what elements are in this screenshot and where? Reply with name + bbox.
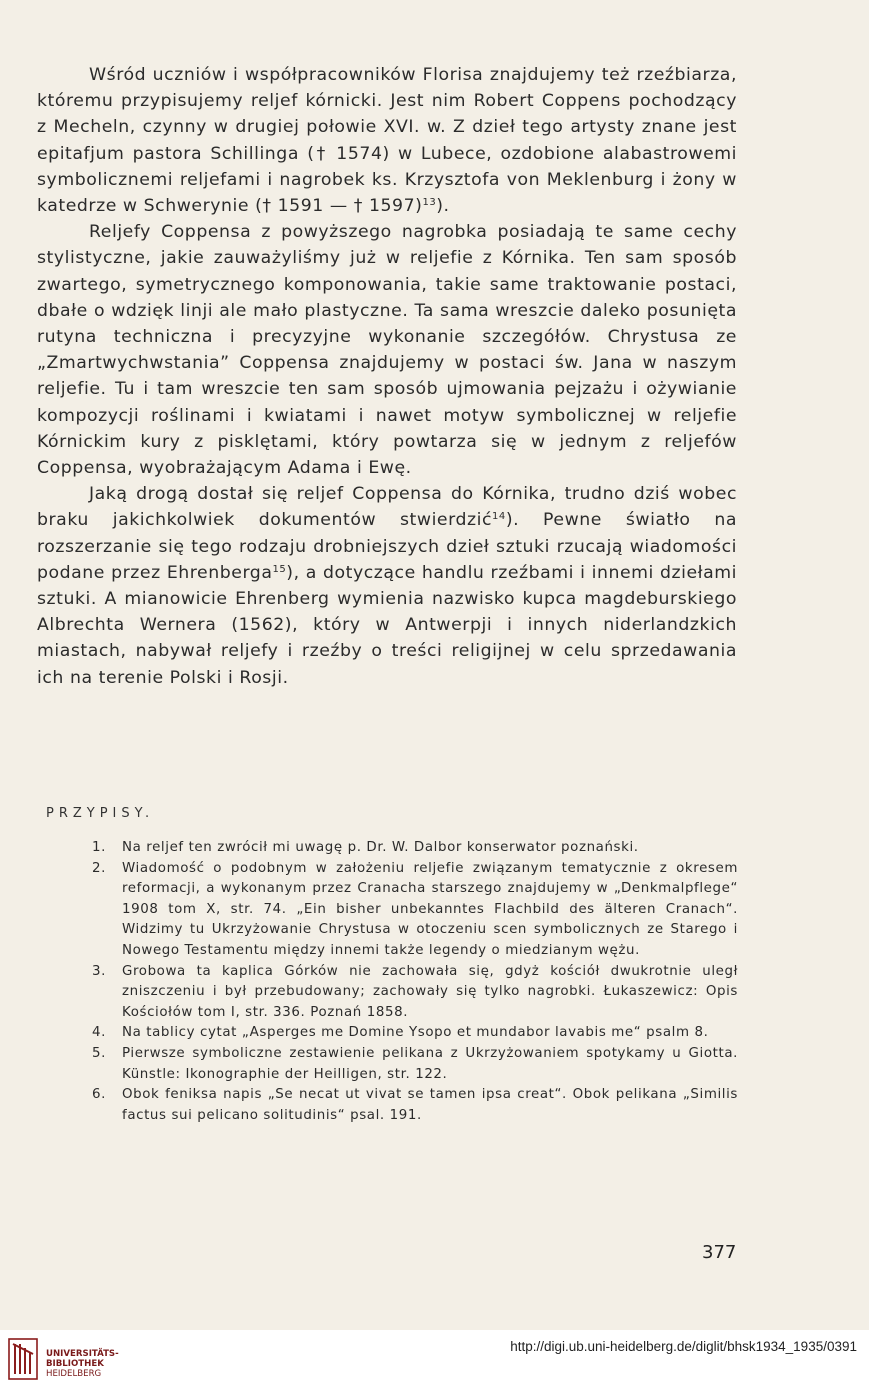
footnote-text: Obok feniksa napis „Se necat ut vivat se tamen ipsa creat“. Obok pelikana „Similis factus sui pelicano solitudinis“ psal. 191. <box>122 1087 738 1123</box>
page-number: 377 <box>702 1242 737 1263</box>
footnote-item <box>92 1085 738 1126</box>
footnote-text: Wiadomość o podobnym w założeniu reljefie związanym tematycznie z okresem reformacji, a wykonanym przez Cranacha starszego znajdujemy w „Denkmalpflege“ 1908 tom X, str. 74. „Ein bisher unbekanntes Flachbild des älteren Cranach“. Widzimy tu Ukrzyżowanie Chrystusa w otoczeniu scen symbolicznych ze Starego i Nowego Testamentu między innemi także legendy o miedzianym wężu. <box>122 860 738 958</box>
library-logo-icon[interactable] <box>8 1338 38 1380</box>
footnote-number: 1. <box>92 840 106 855</box>
footnote-ref-15[interactable]: 15 <box>272 563 287 575</box>
footnote-number: 3. <box>92 963 106 979</box>
footnote-item <box>92 962 738 1024</box>
paragraph-1: Wśród uczniów i współpracowników Florisa znajdujemy też rzeźbiarza, któremu przypisujemy reljef kórnicki. Jest nim Robert Coppens pochodzący z Mecheln, czynny w drugiej połowie XVI. w. Z dzieł tego artysty znane jest epitafjum pastora Schillinga († 1574) w Lubece, ozdobione alabastrowemi symbolicznemi reljefami i nagrobek ks. Krzysztofa von Meklenburg i żony w katedrze w Schwerynie († 1591 — † 1597)$^{13}$). <box>37 65 737 217</box>
footnote-item <box>92 838 738 859</box>
footnotes-list <box>92 838 738 1126</box>
footnote-item <box>92 1023 738 1044</box>
footnote-number: 5. <box>92 1045 106 1061</box>
body-text <box>37 62 737 691</box>
footnote-item <box>92 1044 738 1085</box>
source-url-link[interactable]: http://digi.ub.uni-heidelberg.de/diglit/bhsk1934_1935/0391 <box>510 1339 857 1354</box>
footnote-number: 4. <box>92 1025 106 1041</box>
notes-heading: PRZYPISY. <box>46 806 155 821</box>
footnote-text: Na tablicy cytat „Asperges me Domine Ysopo et mundabor lavabis me“ psalm 8. <box>122 1025 709 1041</box>
paragraph-3: Jaką drogą dostał się reljef Coppensa do Kórnika, trudno dziś wobec braku jakichkolwiek dokumentów stwierdzić$^{14}$). Pewne światło na rozszerzanie się tego rodzaju drobniejszych dzieł sztuki rzucają wiadomości podane przez Ehrenberga$^{15}$), a dotyczące handlu rzeźbami i innemi dziełami sztuki. A mianowicie Ehrenberg wymienia nazwisko kupca magdeburskiego Albrechta Wernera (1562), który w Antwerpji i innych niderlandzkich miastach, nabywał reljefy i rzeźby o treści religijnej w celu sprzedawania ich na terenie Polski i Rosji. <box>37 484 737 688</box>
footnote-text: Na reljef ten zwrócił mi uwagę p. Dr. W. Dalbor konserwator poznański. <box>122 840 639 855</box>
viewer-footer <box>0 1330 869 1393</box>
footnote-ref-14[interactable]: 14 <box>492 511 506 523</box>
paragraph-2: Reljefy Coppensa z powyższego nagrobka posiadają te same cechy stylistyczne, jakie zauważyliśmy już w reljefie z Kórnika. Ten sam sposób zwartego, symetrycznego komponowania, takie same traktowanie postaci, dbałe o wdzięk linji ale mało plastyczne. Ta sama wreszcie daleko posunięta rutyna techniczna i precyzyjne wykonanie szczegółów. Chrystusa ze „Zmartwychwstania” Coppensa znajdujemy w postaci św. Jana w naszym reljefie. Tu i tam wreszcie ten sam sposób ujmowania pejzażu i ożywianie kompozycji roślinami i kwiatami i nawet motyw symbolicznej w reljefie Kórnickim kury z pisklętami, który powtarza się w jednym z reljefów Coppensa, wyobrażającym Adama i Ewę. <box>37 222 737 479</box>
footnote-number: 6. <box>92 1087 106 1103</box>
footnote-item <box>92 859 738 962</box>
library-logo-text: UNIVERSITÄTS- BIBLIOTHEK HEIDELBERG <box>46 1349 119 1379</box>
footnote-number: 2. <box>92 860 106 876</box>
footnote-text: Grobowa ta kaplica Górków nie zachowała się, gdyż kościół dwukrotnie uległ zniszczeniu i był przebudowany; zachowały się tylko nagrobki. Łukaszewicz: Opis Kościołów tom I, str. 336. Poznań 1858. <box>122 963 738 1020</box>
footnote-ref-13[interactable]: 13 <box>422 197 437 209</box>
footnote-text: Pierwsze symboliczne zestawienie pelikana z Ukrzyżowaniem spotykamy u Giotta. Künstle: Ikonographie der Heilligen, str. 122. <box>122 1045 738 1082</box>
